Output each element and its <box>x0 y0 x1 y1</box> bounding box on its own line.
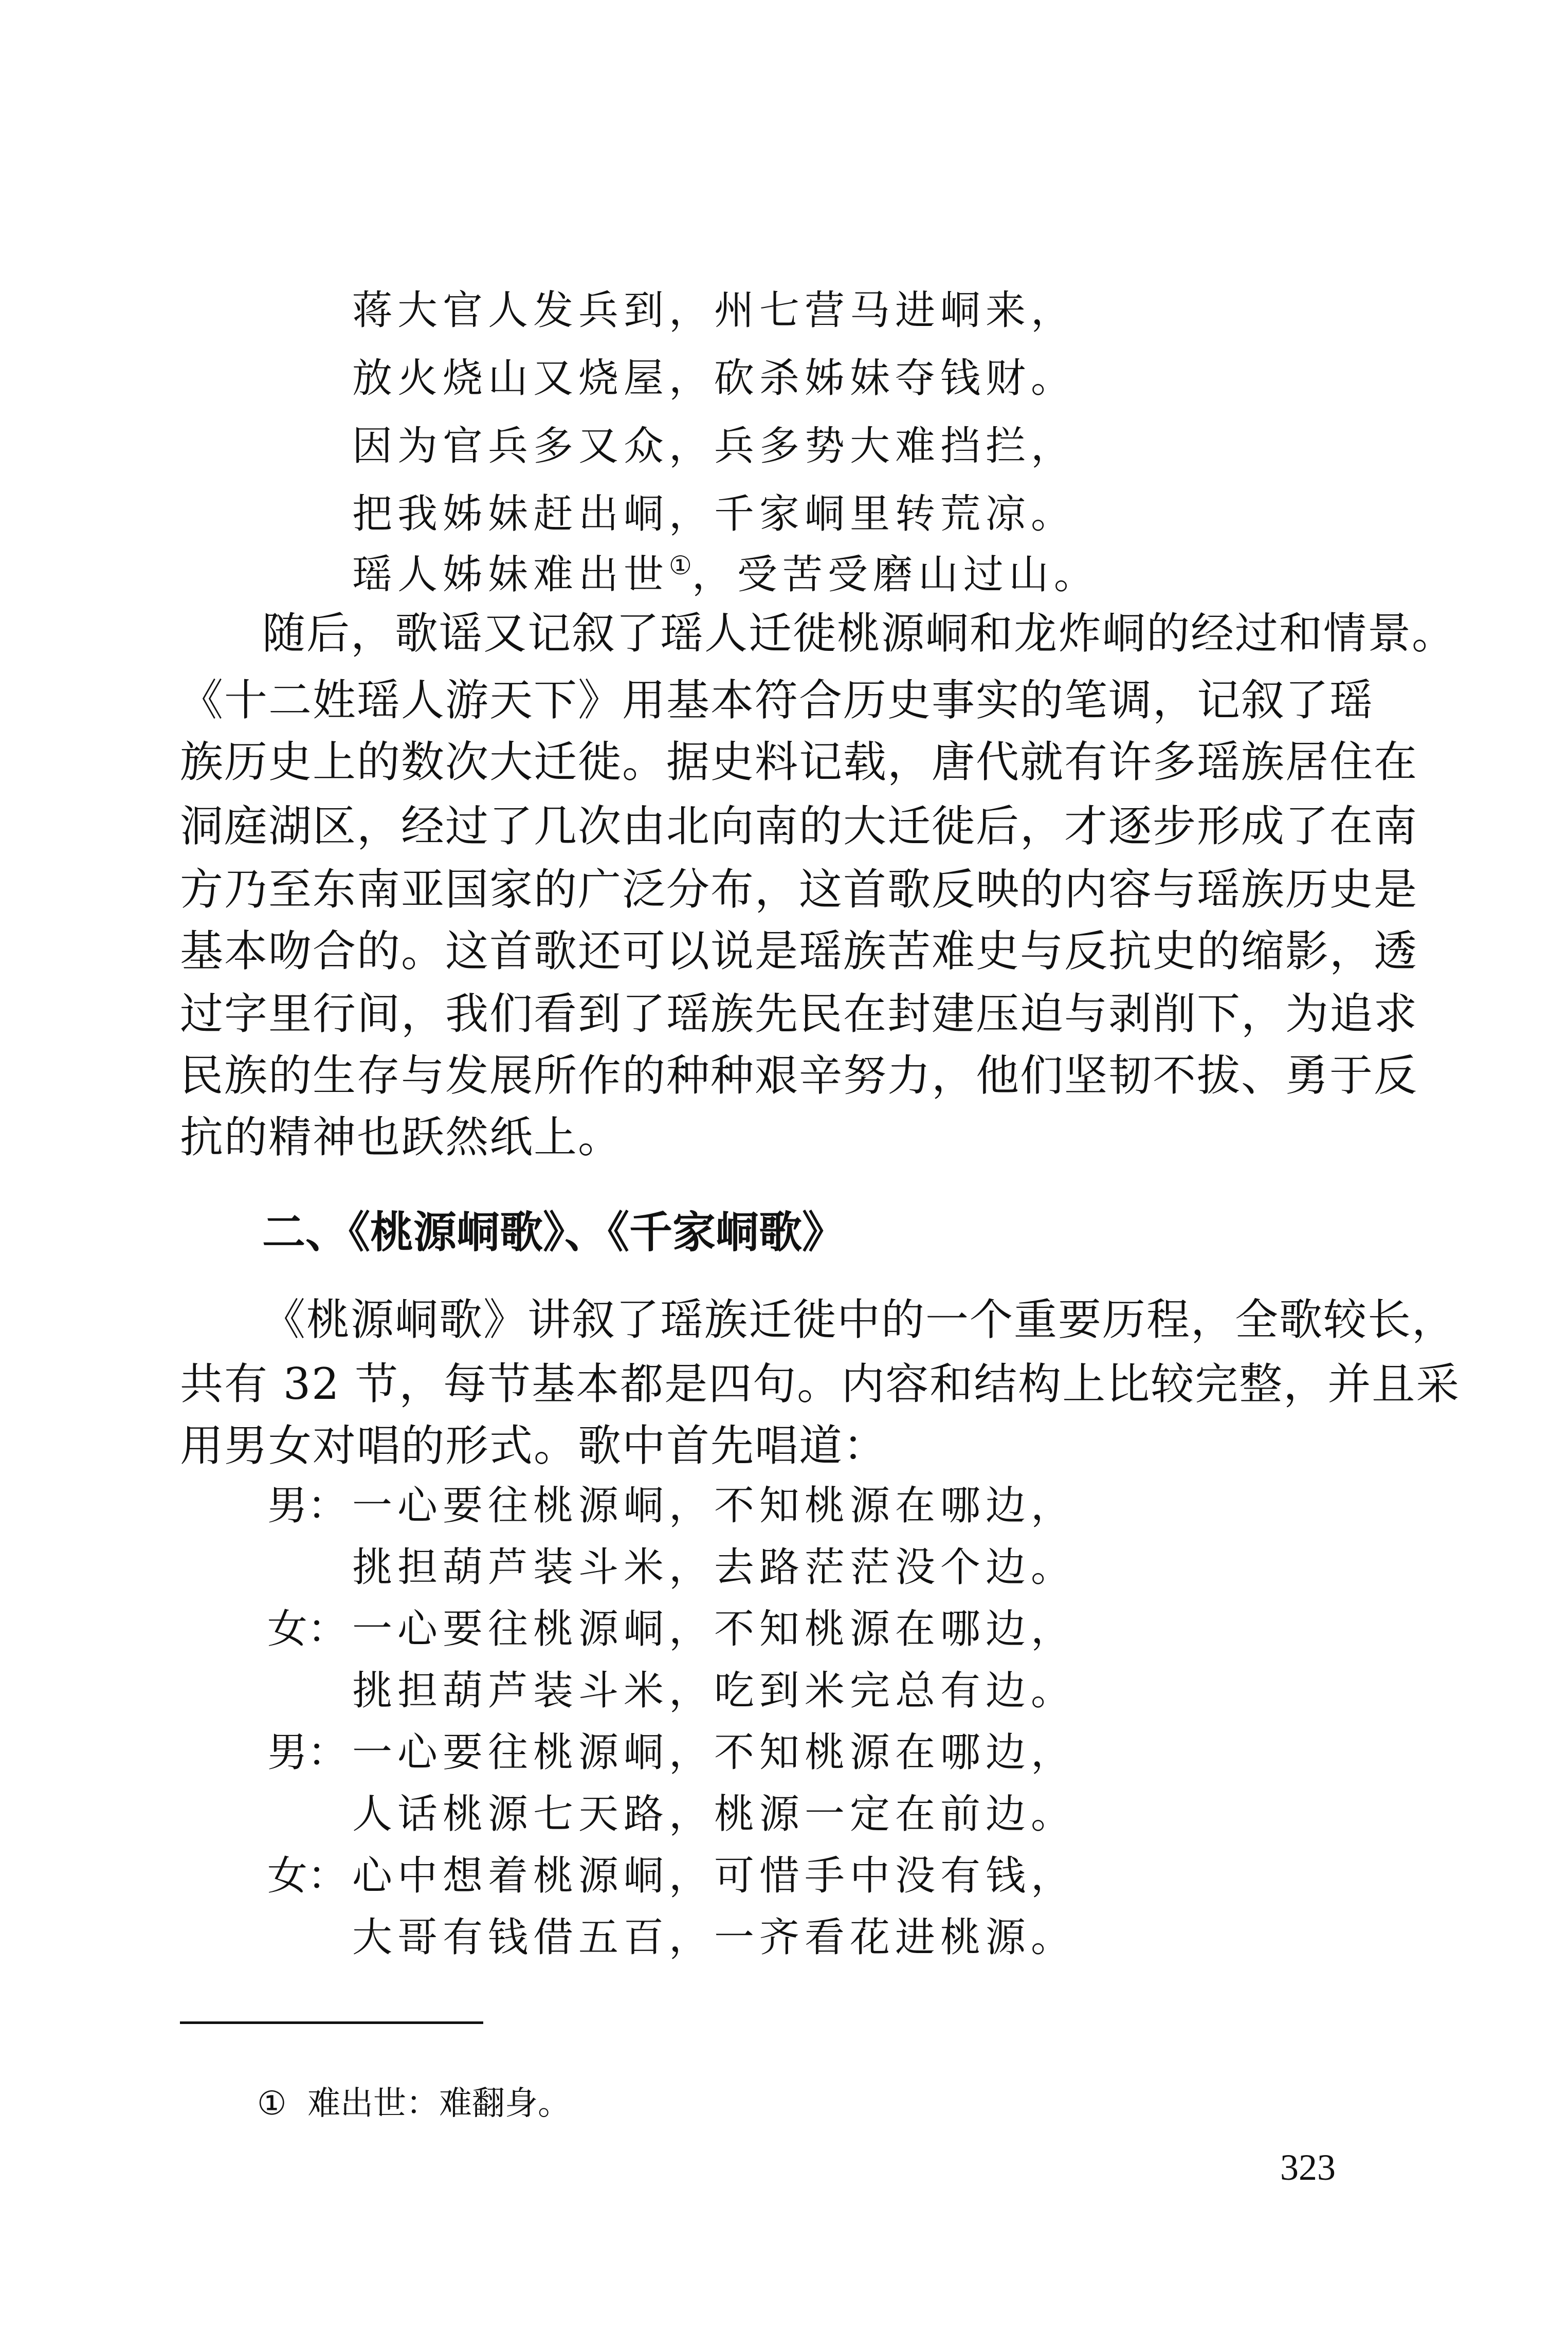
poem-line-4: 把我姊妹赶出峒，千家峒里转荒凉。 <box>352 491 1077 537</box>
speaker-label: 男： <box>267 1729 348 1776</box>
dialogue-line: 大哥有钱借五百，一齐看花进桃源。 <box>352 1914 1077 1961</box>
footnote-ref-mark: ① <box>669 551 692 580</box>
poem-line-5-start: 瑶人姊妹难出世 <box>352 552 669 598</box>
paragraph1-line-2: 《十二姓瑶人游天下》用基本符合历史事实的笔调，记叙了瑶 <box>180 675 1374 725</box>
paragraph1-line-9: 抗的精神也跃然纸上。 <box>180 1112 623 1162</box>
paragraph1-line-8: 民族的生存与发展所作的种种艰辛努力，他们坚韧不拔、勇于反 <box>180 1050 1418 1101</box>
paragraph1-line-3: 族历史上的数次大迁徙。据史料记载，唐代就有许多瑶族居住在 <box>180 737 1418 787</box>
speaker-label: 女： <box>267 1606 348 1652</box>
speaker-label: 女： <box>267 1853 348 1899</box>
paragraph2-line-3: 用男女对唱的形式。歌中首先唱道： <box>180 1420 888 1471</box>
dialogue-line: 一心要往桃源峒，不知桃源在哪边， <box>352 1729 1077 1776</box>
dialogue-line: 一心要往桃源峒，不知桃源在哪边， <box>352 1606 1077 1652</box>
dialogue-line: 一心要往桃源峒，不知桃源在哪边， <box>352 1483 1077 1529</box>
poem-line-1: 蒋大官人发兵到，州七营马进峒来， <box>352 287 1077 334</box>
poem-line-5-end: ，受苦受磨山过山。 <box>691 552 1099 598</box>
poem-line-3: 因为官兵多又众，兵多势大难挡拦， <box>352 423 1077 469</box>
footnote <box>257 2077 571 2124</box>
footnote-mark: ① <box>257 2085 287 2123</box>
paragraph1-line-7: 过字里行间，我们看到了瑶族先民在封建压迫与剥削下，为追求 <box>180 989 1418 1039</box>
paragraph1-line-1: 随后，歌谣又记叙了瑶人迁徙桃源峒和龙炸峒的经过和情景。 <box>262 608 1456 659</box>
paragraph1-line-5: 方乃至东南亚国家的广泛分布，这首歌反映的内容与瑶族历史是 <box>180 864 1418 915</box>
footnote-divider <box>180 2021 483 2024</box>
paragraph2-line-1: 《桃源峒歌》讲叙了瑶族迁徙中的一个重要历程，全歌较长， <box>262 1294 1456 1345</box>
paragraph2-line-2: 共有 32 节，每节基本都是四句。内容和结构上比较完整，并且采 <box>180 1359 1461 1409</box>
poem-line-5 <box>352 551 1099 598</box>
dialogue-line: 挑担葫芦装斗米，吃到米完总有边。 <box>352 1668 1077 1714</box>
dialogue-line: 挑担葫芦装斗米，去路茫茫没个边。 <box>352 1544 1077 1591</box>
paragraph1-line-6: 基本吻合的。这首歌还可以说是瑶族苦难史与反抗史的缩影，透 <box>180 926 1418 976</box>
section-heading: 二、《桃源峒歌》、《千家峒歌》 <box>262 1207 846 1257</box>
poem-line-2: 放火烧山又烧屋，砍杀姊妹夺钱财。 <box>352 355 1077 402</box>
dialogue-line: 人话桃源七天路，桃源一定在前边。 <box>352 1791 1077 1837</box>
dialogue-line: 心中想着桃源峒，可惜手中没有钱， <box>352 1853 1077 1899</box>
paragraph1-line-4: 洞庭湖区，经过了几次由北向南的大迁徙后，才逐步形成了在南 <box>180 801 1418 851</box>
speaker-label: 男： <box>267 1483 348 1529</box>
footnote-text: 难出世：难翻身。 <box>307 2085 571 2123</box>
page-number: 323 <box>1280 2147 1336 2188</box>
